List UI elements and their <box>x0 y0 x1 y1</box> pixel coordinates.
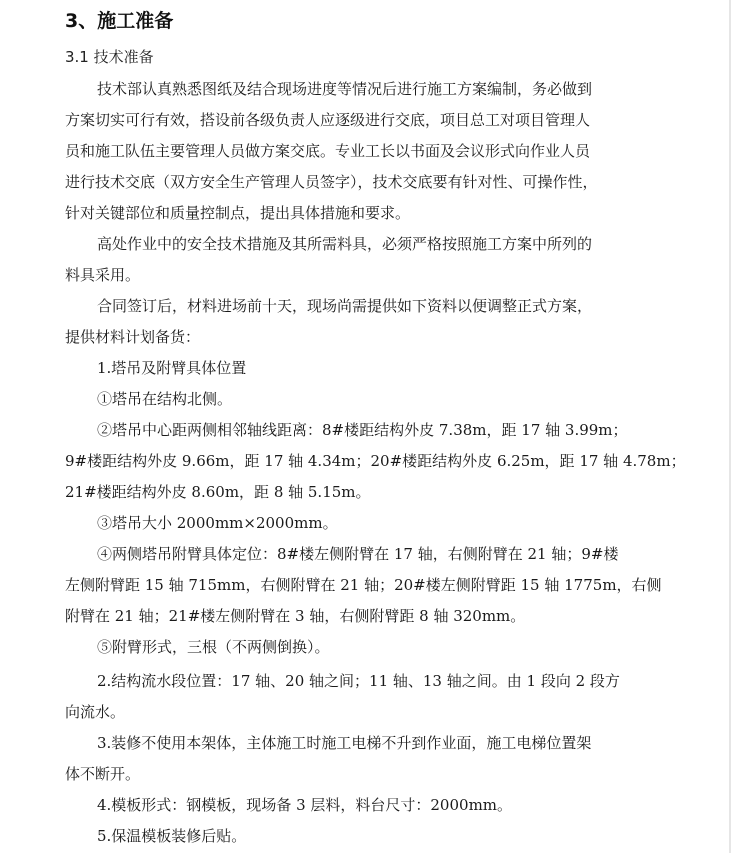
list-item-continuation: 9#楼距结构外皮 9.66m，距 17 轴 4.34m；20#楼距结构外皮 6.25m，距 17 轴 4.78m； <box>65 452 686 470</box>
paragraph-line: 员和施工队伍主要管理人员做方案交底。专业工长以书面及会议形式向作业人员 <box>65 142 591 160</box>
subsection-heading: 3.1 技术准备 <box>65 48 154 66</box>
list-item: ④两侧塔吊附臂具体定位：8#楼左侧附臂在 17 轴，右侧附臂在 21 轴；9#楼 <box>97 545 619 563</box>
paragraph-line: 技术部认真熟悉图纸及结合现场进度等情况后进行施工方案编制，务必做到 <box>97 80 593 98</box>
list-item-continuation: 左侧附臂距 15 轴 715mm，右侧附臂在 21 轴；20#楼左侧附臂距 15 轴 1775m，右侧 <box>65 576 662 594</box>
list-item: ⑤附臂形式，三根（不两侧倒换）。 <box>97 638 330 656</box>
paragraph-line: 料具采用。 <box>65 266 141 284</box>
list-item: 3.装修不使用本架体，主体施工时施工电梯不升到作业面，施工电梯位置架 <box>97 734 592 752</box>
paragraph-line: 高处作业中的安全技术措施及其所需料具，必须严格按照施工方案中所列的 <box>97 235 593 253</box>
list-item-continuation: 体不断开。 <box>65 765 141 783</box>
section-heading: 3、施工准备 <box>65 10 174 32</box>
paragraph-line: 提供材料计划备货： <box>65 328 201 346</box>
list-item: ②塔吊中心距两侧相邻轴线距离：8#楼距结构外皮 7.38m，距 17 轴 3.99m； <box>97 421 628 439</box>
list-item-continuation: 21#楼距结构外皮 8.60m，距 8 轴 5.15m。 <box>65 483 371 501</box>
paragraph-line: 合同签订后，材料进场前十天，现场尚需提供如下资料以便调整正式方案， <box>97 297 593 315</box>
list-item-continuation: 附臂在 21 轴；21#楼左侧附臂在 3 轴，右侧附臂距 8 轴 320mm。 <box>65 607 526 625</box>
list-item: ③塔吊大小 2000mm×2000mm。 <box>97 514 338 532</box>
list-item: 2.结构流水段位置：17 轴、20 轴之间；11 轴、13 轴之间。由 1 段向 2 段方 <box>97 672 620 690</box>
paragraph-line: 进行技术交底（双方安全生产管理人员签字），技术交底要有针对性、可操作性， <box>65 173 598 191</box>
list-item: 4.模板形式：钢模板，现场备 3 层料，料台尺寸：2000mm。 <box>97 796 513 814</box>
list-item-continuation: 向流水。 <box>65 703 126 721</box>
list-item: ①塔吊在结构北侧。 <box>97 390 233 408</box>
list-item: 5.保温模板装修后贴。 <box>97 827 247 845</box>
list-item: 1.塔吊及附臂具体位置 <box>97 359 247 377</box>
paragraph-line: 针对关键部位和质量控制点，提出具体措施和要求。 <box>65 204 411 222</box>
paragraph-line: 方案切实可行有效，搭设前各级负责人应逐级进行交底，项目总工对项目管理人 <box>65 111 591 129</box>
